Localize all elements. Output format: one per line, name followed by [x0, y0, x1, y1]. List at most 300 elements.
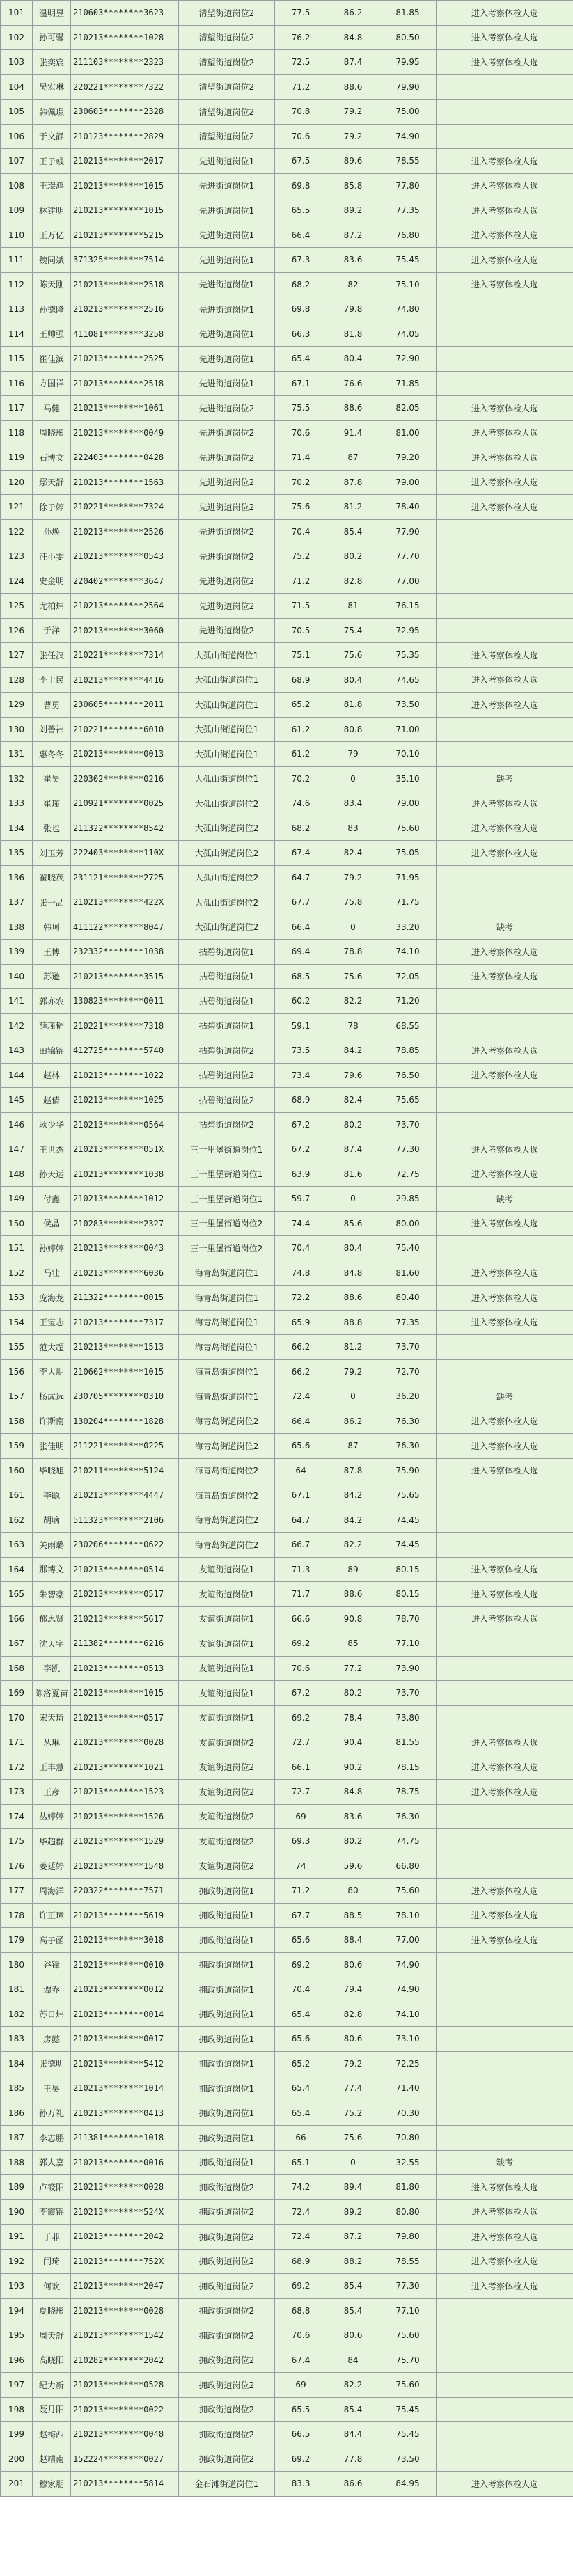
- written-score-cell: 74.6: [275, 791, 327, 816]
- remark-cell: 进入考察体检人选: [437, 1063, 573, 1088]
- id-number-cell: 210213********2042: [71, 2225, 179, 2250]
- table-row: [1, 2348, 573, 2373]
- serial-number-cell: 117: [1, 396, 33, 421]
- total-score-cell: 77.30: [379, 1137, 437, 1162]
- id-number-cell: 210213********1513: [71, 1335, 179, 1360]
- id-number-cell: 210213********0022: [71, 2397, 179, 2422]
- remark-cell: [437, 1829, 573, 1854]
- total-score-cell: 72.95: [379, 618, 437, 643]
- id-number-cell: 210213********051X: [71, 1137, 179, 1162]
- table-row: [1, 470, 573, 495]
- candidate-name-cell: 孙婷婷: [33, 1236, 71, 1261]
- table-row: [1, 1681, 573, 1706]
- id-number-cell: 210213********0564: [71, 1112, 179, 1137]
- position-cell: 友谊街道岗位2: [179, 1780, 275, 1805]
- written-score-cell: 71.3: [275, 1557, 327, 1582]
- remark-cell: [437, 1705, 573, 1730]
- written-score-cell: 75.6: [275, 495, 327, 520]
- serial-number-cell: 195: [1, 2323, 33, 2348]
- candidate-name-cell: 温明昱: [33, 1, 71, 26]
- candidate-name-cell: 孙天运: [33, 1162, 71, 1187]
- remark-cell: [437, 297, 573, 322]
- id-number-cell: 211382********6216: [71, 1631, 179, 1657]
- position-cell: 先进街道岗位2: [179, 569, 275, 594]
- position-cell: 拈碧街道岗位2: [179, 1088, 275, 1113]
- interview-score-cell: 91.4: [327, 420, 379, 445]
- position-cell: 拥政街道岗位2: [179, 2348, 275, 2373]
- remark-cell: 进入考察体检人选: [437, 420, 573, 445]
- id-number-cell: 231121********2725: [71, 865, 179, 890]
- interview-score-cell: 87.8: [327, 1458, 379, 1483]
- table-row: [1, 396, 573, 421]
- written-score-cell: 70.6: [275, 420, 327, 445]
- serial-number-cell: 182: [1, 2002, 33, 2027]
- written-score-cell: 60.2: [275, 989, 327, 1014]
- id-number-cell: 210213********0014: [71, 2002, 179, 2027]
- serial-number-cell: 129: [1, 693, 33, 718]
- written-score-cell: 68.9: [275, 1088, 327, 1113]
- written-score-cell: 69.2: [275, 1952, 327, 1977]
- serial-number-cell: 118: [1, 420, 33, 445]
- position-cell: 大孤山街道岗位2: [179, 791, 275, 816]
- remark-cell: 进入考察体检人选: [437, 25, 573, 50]
- position-cell: 海青岛街道岗位2: [179, 1434, 275, 1459]
- serial-number-cell: 127: [1, 643, 33, 668]
- candidate-name-cell: 韩珂: [33, 915, 71, 940]
- table-row: [1, 1384, 573, 1409]
- table-row: [1, 2002, 573, 2027]
- id-number-cell: 210213********0543: [71, 544, 179, 569]
- total-score-cell: 81.80: [379, 2175, 437, 2200]
- serial-number-cell: 169: [1, 1681, 33, 1706]
- id-number-cell: 210213********524X: [71, 2199, 179, 2225]
- serial-number-cell: 184: [1, 2051, 33, 2076]
- table-row: [1, 1755, 573, 1780]
- candidate-name-cell: 马壮: [33, 1261, 71, 1286]
- position-cell: 先进街道岗位1: [179, 371, 275, 396]
- interview-score-cell: 80.8: [327, 717, 379, 742]
- id-number-cell: 210213********1061: [71, 396, 179, 421]
- remark-cell: 进入考察体检人选: [437, 667, 573, 693]
- serial-number-cell: 132: [1, 766, 33, 791]
- written-score-cell: 75.1: [275, 643, 327, 668]
- total-score-cell: 80.40: [379, 1286, 437, 1311]
- candidate-name-cell: 周海洋: [33, 1879, 71, 1904]
- table-row: [1, 1606, 573, 1631]
- id-number-cell: 210213********0017: [71, 2027, 179, 2052]
- serial-number-cell: 199: [1, 2422, 33, 2447]
- interview-score-cell: 80.4: [327, 1236, 379, 1261]
- remark-cell: 进入考察体检人选: [437, 643, 573, 668]
- total-score-cell: 75.45: [379, 248, 437, 273]
- total-score-cell: 70.10: [379, 742, 437, 767]
- written-score-cell: 70.4: [275, 519, 327, 544]
- position-cell: 友谊街道岗位1: [179, 1656, 275, 1681]
- interview-score-cell: 81.2: [327, 495, 379, 520]
- remark-cell: 进入考察体检人选: [437, 1286, 573, 1311]
- candidate-name-cell: 庞海龙: [33, 1286, 71, 1311]
- id-number-cell: 210213********1012: [71, 1187, 179, 1212]
- table-row: [1, 890, 573, 915]
- position-cell: 大孤山街道岗位2: [179, 816, 275, 841]
- candidate-name-cell: 闫琦: [33, 2249, 71, 2274]
- position-cell: 拥政街道岗位1: [179, 2051, 275, 2076]
- position-cell: 拥政街道岗位2: [179, 2373, 275, 2398]
- candidate-name-cell: 郁思贤: [33, 1606, 71, 1631]
- table-row: [1, 2225, 573, 2250]
- position-cell: 清望街道岗位2: [179, 124, 275, 149]
- table-row: [1, 791, 573, 816]
- written-score-cell: 76.2: [275, 25, 327, 50]
- interview-score-cell: 85.4: [327, 2274, 379, 2299]
- total-score-cell: 75.60: [379, 2323, 437, 2348]
- total-score-cell: 75.65: [379, 1483, 437, 1508]
- written-score-cell: 74.2: [275, 2175, 327, 2200]
- interview-score-cell: 87.4: [327, 50, 379, 75]
- total-score-cell: 71.20: [379, 989, 437, 1014]
- candidate-name-cell: 张也: [33, 816, 71, 841]
- table-row: [1, 248, 573, 273]
- written-score-cell: 75.5: [275, 396, 327, 421]
- interview-score-cell: 87.2: [327, 2225, 379, 2250]
- remark-cell: 进入考察体检人选: [437, 1458, 573, 1483]
- table-row: [1, 1, 573, 26]
- remark-cell: [437, 544, 573, 569]
- total-score-cell: 78.55: [379, 149, 437, 174]
- interview-score-cell: 86.2: [327, 1409, 379, 1434]
- position-cell: 友谊街道岗位2: [179, 1854, 275, 1879]
- written-score-cell: 70.2: [275, 766, 327, 791]
- position-cell: 友谊街道岗位2: [179, 1730, 275, 1755]
- candidate-name-cell: 崔佳滨: [33, 347, 71, 372]
- candidate-name-cell: 赵林: [33, 1063, 71, 1088]
- candidate-name-cell: 李霞锦: [33, 2199, 71, 2225]
- written-score-cell: 74: [275, 1854, 327, 1879]
- serial-number-cell: 158: [1, 1409, 33, 1434]
- written-score-cell: 59.1: [275, 1013, 327, 1038]
- position-cell: 海青岛街道岗位1: [179, 1384, 275, 1409]
- total-score-cell: 71.00: [379, 717, 437, 742]
- serial-number-cell: 103: [1, 50, 33, 75]
- written-score-cell: 69.4: [275, 940, 327, 965]
- interview-score-cell: 89: [327, 1557, 379, 1582]
- position-cell: 大孤山街道岗位1: [179, 742, 275, 767]
- table-row: [1, 1236, 573, 1261]
- candidate-name-cell: 田锦锦: [33, 1038, 71, 1064]
- table-row: [1, 544, 573, 569]
- table-row: [1, 347, 573, 372]
- table-row: [1, 149, 573, 174]
- serial-number-cell: 166: [1, 1606, 33, 1631]
- candidate-name-cell: 夏晓彤: [33, 2298, 71, 2323]
- remark-cell: 进入考察体检人选: [437, 1928, 573, 1953]
- id-number-cell: 210213********2516: [71, 297, 179, 322]
- id-number-cell: 232332********1038: [71, 940, 179, 965]
- interview-score-cell: 84.8: [327, 25, 379, 50]
- position-cell: 海青岛街道岗位2: [179, 1483, 275, 1508]
- written-score-cell: 59.7: [275, 1187, 327, 1212]
- serial-number-cell: 133: [1, 791, 33, 816]
- remark-cell: 进入考察体检人选: [437, 1162, 573, 1187]
- written-score-cell: 63.9: [275, 1162, 327, 1187]
- position-cell: 海青岛街道岗位1: [179, 1261, 275, 1286]
- position-cell: 拥政街道岗位1: [179, 1879, 275, 1904]
- interview-score-cell: 80.4: [327, 347, 379, 372]
- position-cell: 友谊街道岗位1: [179, 1631, 275, 1657]
- serial-number-cell: 187: [1, 2126, 33, 2151]
- serial-number-cell: 115: [1, 347, 33, 372]
- candidate-name-cell: 崔瑾: [33, 791, 71, 816]
- table-row: [1, 1557, 573, 1582]
- interview-score-cell: 81.6: [327, 1162, 379, 1187]
- table-row: [1, 2298, 573, 2323]
- candidate-name-cell: 谭乔: [33, 1977, 71, 2002]
- id-number-cell: 130204********1828: [71, 1409, 179, 1434]
- remark-cell: 进入考察体检人选: [437, 1261, 573, 1286]
- serial-number-cell: 111: [1, 248, 33, 273]
- table-row: [1, 667, 573, 693]
- serial-number-cell: 113: [1, 297, 33, 322]
- serial-number-cell: 157: [1, 1384, 33, 1409]
- interview-score-cell: 82.2: [327, 989, 379, 1014]
- table-row: [1, 322, 573, 347]
- position-cell: 拈碧街道岗位2: [179, 1038, 275, 1064]
- remark-cell: [437, 1854, 573, 1879]
- total-score-cell: 73.70: [379, 1112, 437, 1137]
- serial-number-cell: 197: [1, 2373, 33, 2398]
- table-row: [1, 1137, 573, 1162]
- total-score-cell: 71.75: [379, 890, 437, 915]
- written-score-cell: 64: [275, 1458, 327, 1483]
- position-cell: 友谊街道岗位1: [179, 1705, 275, 1730]
- position-cell: 先进街道岗位2: [179, 618, 275, 643]
- position-cell: 先进街道岗位1: [179, 149, 275, 174]
- candidate-name-cell: 史金明: [33, 569, 71, 594]
- total-score-cell: 77.35: [379, 1310, 437, 1335]
- written-score-cell: 66.2: [275, 1359, 327, 1384]
- table-row: [1, 272, 573, 297]
- total-score-cell: 84.95: [379, 2472, 437, 2497]
- total-score-cell: 79.00: [379, 791, 437, 816]
- total-score-cell: 77.00: [379, 569, 437, 594]
- remark-cell: 进入考察体检人选: [437, 791, 573, 816]
- total-score-cell: 75.60: [379, 2373, 437, 2398]
- interview-score-cell: 87.2: [327, 223, 379, 248]
- position-cell: 海青岛街道岗位1: [179, 1310, 275, 1335]
- total-score-cell: 80.00: [379, 1211, 437, 1236]
- interview-score-cell: 80.6: [327, 1952, 379, 1977]
- remark-cell: 进入考察体检人选: [437, 470, 573, 495]
- table-row: [1, 1112, 573, 1137]
- position-cell: 海青岛街道岗位1: [179, 1286, 275, 1311]
- total-score-cell: 77.80: [379, 173, 437, 198]
- written-score-cell: 66.2: [275, 1335, 327, 1360]
- written-score-cell: 64.7: [275, 1508, 327, 1533]
- table-row: [1, 865, 573, 890]
- written-score-cell: 67.2: [275, 1112, 327, 1137]
- written-score-cell: 67.5: [275, 149, 327, 174]
- table-row: [1, 1977, 573, 2002]
- written-score-cell: 69: [275, 2373, 327, 2398]
- written-score-cell: 70.4: [275, 1977, 327, 2002]
- table-row: [1, 2373, 573, 2398]
- total-score-cell: 78.75: [379, 1780, 437, 1805]
- remark-cell: [437, 618, 573, 643]
- remark-cell: [437, 1112, 573, 1137]
- written-score-cell: 71.2: [275, 74, 327, 100]
- position-cell: 拥政街道岗位1: [179, 2150, 275, 2175]
- written-score-cell: 68.9: [275, 667, 327, 693]
- table-row: [1, 445, 573, 471]
- candidate-name-cell: 马健: [33, 396, 71, 421]
- candidate-name-cell: 孙焕: [33, 519, 71, 544]
- candidate-name-cell: 王彦: [33, 1780, 71, 1805]
- serial-number-cell: 167: [1, 1631, 33, 1657]
- table-row: [1, 816, 573, 841]
- table-row: [1, 569, 573, 594]
- total-score-cell: 80.80: [379, 2199, 437, 2225]
- candidate-name-cell: 丛琳: [33, 1730, 71, 1755]
- position-cell: 友谊街道岗位1: [179, 1606, 275, 1631]
- written-score-cell: 65.4: [275, 347, 327, 372]
- remark-cell: [437, 100, 573, 125]
- interview-score-cell: 0: [327, 1187, 379, 1212]
- table-row: [1, 964, 573, 989]
- remark-cell: 进入考察体检人选: [437, 1434, 573, 1459]
- written-score-cell: 66.4: [275, 223, 327, 248]
- candidate-name-cell: 惠冬冬: [33, 742, 71, 767]
- interview-score-cell: 84.8: [327, 1261, 379, 1286]
- position-cell: 清望街道岗位2: [179, 1, 275, 26]
- candidate-name-cell: 张佳明: [33, 1434, 71, 1459]
- candidate-name-cell: 王昊: [33, 2076, 71, 2101]
- serial-number-cell: 125: [1, 594, 33, 619]
- serial-number-cell: 153: [1, 1286, 33, 1311]
- table-row: [1, 1656, 573, 1681]
- id-number-cell: 210213********1028: [71, 25, 179, 50]
- serial-number-cell: 170: [1, 1705, 33, 1730]
- remark-cell: [437, 519, 573, 544]
- total-score-cell: 76.80: [379, 223, 437, 248]
- table-row: [1, 1211, 573, 1236]
- written-score-cell: 61.2: [275, 742, 327, 767]
- table-row: [1, 1804, 573, 1829]
- remark-cell: 进入考察体检人选: [437, 1557, 573, 1582]
- serial-number-cell: 193: [1, 2274, 33, 2299]
- position-cell: 大孤山街道岗位2: [179, 865, 275, 890]
- serial-number-cell: 135: [1, 841, 33, 866]
- table-row: [1, 1533, 573, 1558]
- remark-cell: [437, 2397, 573, 2422]
- position-cell: 三十里堡街道岗位1: [179, 1137, 275, 1162]
- interview-score-cell: 83: [327, 816, 379, 841]
- table-row: [1, 124, 573, 149]
- table-row: [1, 1310, 573, 1335]
- serial-number-cell: 177: [1, 1879, 33, 1904]
- serial-number-cell: 155: [1, 1335, 33, 1360]
- remark-cell: 进入考察体检人选: [437, 223, 573, 248]
- total-score-cell: 74.10: [379, 940, 437, 965]
- id-number-cell: 220402********3647: [71, 569, 179, 594]
- position-cell: 海青岛街道岗位1: [179, 1359, 275, 1384]
- interview-score-cell: 90.4: [327, 1730, 379, 1755]
- written-score-cell: 70.4: [275, 1236, 327, 1261]
- position-cell: 拈碧街道岗位1: [179, 989, 275, 1014]
- serial-number-cell: 147: [1, 1137, 33, 1162]
- serial-number-cell: 128: [1, 667, 33, 693]
- id-number-cell: 412725********5740: [71, 1038, 179, 1064]
- serial-number-cell: 137: [1, 890, 33, 915]
- table-row: [1, 25, 573, 50]
- total-score-cell: 71.85: [379, 371, 437, 396]
- candidate-name-cell: 李士民: [33, 667, 71, 693]
- total-score-cell: 79.00: [379, 470, 437, 495]
- interview-score-cell: 78.8: [327, 940, 379, 965]
- table-row: [1, 1854, 573, 1879]
- position-cell: 三十里堡街道岗位1: [179, 1187, 275, 1212]
- interview-score-cell: 77.2: [327, 1656, 379, 1681]
- candidate-name-cell: 汪小雯: [33, 544, 71, 569]
- total-score-cell: 76.30: [379, 1434, 437, 1459]
- remark-cell: [437, 2348, 573, 2373]
- written-score-cell: 69.8: [275, 173, 327, 198]
- remark-cell: [437, 1013, 573, 1038]
- position-cell: 大孤山街道岗位1: [179, 766, 275, 791]
- total-score-cell: 81.55: [379, 1730, 437, 1755]
- serial-number-cell: 173: [1, 1780, 33, 1805]
- table-row: [1, 223, 573, 248]
- interview-score-cell: 85.4: [327, 2298, 379, 2323]
- position-cell: 金石滩街道岗位1: [179, 2472, 275, 2497]
- total-score-cell: 72.05: [379, 964, 437, 989]
- remark-cell: [437, 2051, 573, 2076]
- written-score-cell: 71.7: [275, 1582, 327, 1607]
- position-cell: 拥政街道岗位1: [179, 2027, 275, 2052]
- total-score-cell: 35.10: [379, 766, 437, 791]
- table-row: [1, 2027, 573, 2052]
- position-cell: 先进街道岗位1: [179, 297, 275, 322]
- position-cell: 拥政街道岗位2: [179, 2447, 275, 2472]
- candidate-name-cell: 方国祥: [33, 371, 71, 396]
- total-score-cell: 74.90: [379, 1952, 437, 1977]
- serial-number-cell: 126: [1, 618, 33, 643]
- written-score-cell: 70.2: [275, 470, 327, 495]
- candidate-name-cell: 范大超: [33, 1335, 71, 1360]
- total-score-cell: 74.80: [379, 297, 437, 322]
- candidate-name-cell: 苏日炜: [33, 2002, 71, 2027]
- candidate-name-cell: 聂月阳: [33, 2397, 71, 2422]
- written-score-cell: 65.9: [275, 1310, 327, 1335]
- interview-score-cell: 82.2: [327, 2373, 379, 2398]
- candidate-name-cell: 翟晓茂: [33, 865, 71, 890]
- serial-number-cell: 112: [1, 272, 33, 297]
- id-number-cell: 210213********1015: [71, 198, 179, 223]
- interview-score-cell: 78.4: [327, 1705, 379, 1730]
- written-score-cell: 75.2: [275, 544, 327, 569]
- position-cell: 大孤山街道岗位1: [179, 717, 275, 742]
- position-cell: 拈碧街道岗位1: [179, 964, 275, 989]
- candidate-name-cell: 王子彧: [33, 149, 71, 174]
- interview-score-cell: 88.6: [327, 396, 379, 421]
- remark-cell: 进入考察体检人选: [437, 248, 573, 273]
- interview-score-cell: 83.4: [327, 791, 379, 816]
- remark-cell: 缺考: [437, 2150, 573, 2175]
- position-cell: 拥政街道岗位1: [179, 1977, 275, 2002]
- remark-cell: 进入考察体检人选: [437, 841, 573, 866]
- remark-cell: [437, 569, 573, 594]
- written-score-cell: 70.6: [275, 124, 327, 149]
- id-number-cell: 210213********1563: [71, 470, 179, 495]
